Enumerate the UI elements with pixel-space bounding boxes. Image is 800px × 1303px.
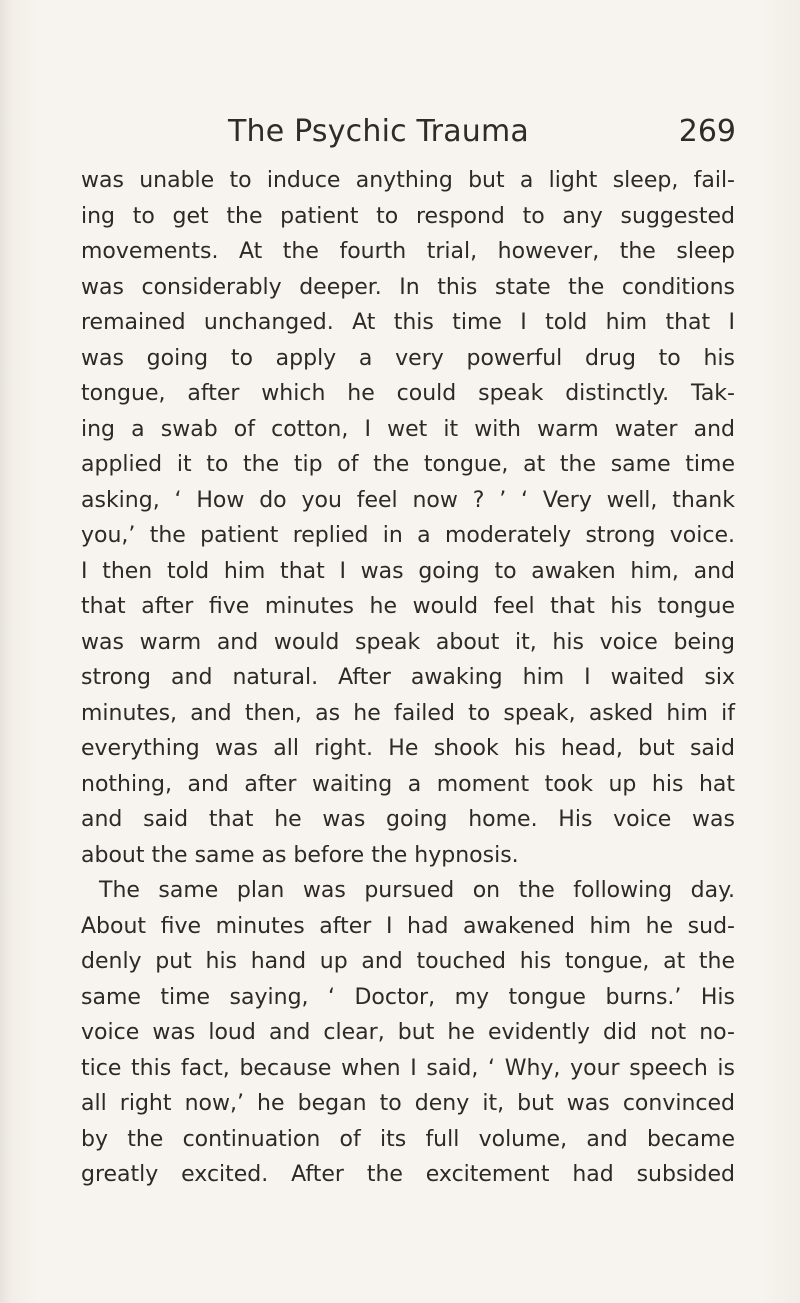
text-line: About five minutes after I had awakened him he sud- [81,913,735,939]
text-line: was considerably deeper. In this state the conditions [81,274,735,300]
text-line: voice was loud and clear, but he evidently did not no- [81,1020,735,1045]
text-line: asking, ‘ How do you feel now ? ’ ‘ Very well, thank [81,487,735,513]
text-line: tice this fact, because when I said, ‘ Why, your speech is [81,1055,735,1081]
text-line: strong and natural. After awaking him I waited six [81,665,735,690]
text-line: nothing, and after waiting a moment took up his hat [81,771,735,797]
text-line: ing a swab of cotton, I wet it with warm water and [81,416,735,442]
text-line: applied it to the tip of the tongue, at the same time [81,452,735,477]
text-line: was warm and would speak about it, his voice being [81,629,735,655]
text-line: movements. At the fourth trial, however, the sleep [81,239,735,264]
page-number: 269 [678,114,736,149]
text-line: I then told him that I was going to awaken him, and [81,558,735,584]
text-line: minutes, and then, as he failed to speak, asked him if [81,700,735,726]
text-line: about the same as before the hypnosis. [81,842,519,868]
running-title: The Psychic Trauma [228,114,530,149]
text-line: and said that he was going home. His voice was [81,807,735,832]
text-line: all right now,’ he began to deny it, but was convinced [81,1091,735,1116]
text-line: same time saying, ‘ Doctor, my tongue burns.’ His [81,984,735,1010]
text-line: remained unchanged. At this time I told him that I [81,310,735,335]
text-line: was unable to induce anything but a light sleep, fail- [81,168,735,193]
text-line: that after five minutes he would feel that his tongue [81,594,735,619]
text-line: by the continuation of its full volume, and became [81,1126,735,1152]
text-line: you,’ the patient replied in a moderately strong voice. [81,523,735,548]
paragraph-first-line: The same plan was pursued on the following day. [99,878,735,903]
text-line: everything was all right. He shook his head, but said [81,736,735,761]
text-line: ing to get the patient to respond to any suggested [81,203,735,229]
page-header [0,112,800,158]
body-text [81,163,735,1193]
text-line: greatly excited. After the excitement had subsided [81,1162,735,1187]
text-line: denly put his hand up and touched his tongue, at the [81,949,735,974]
text-line: was going to apply a very powerful drug to his [81,345,735,371]
text-line: tongue, after which he could speak distinctly. Tak- [81,381,735,406]
